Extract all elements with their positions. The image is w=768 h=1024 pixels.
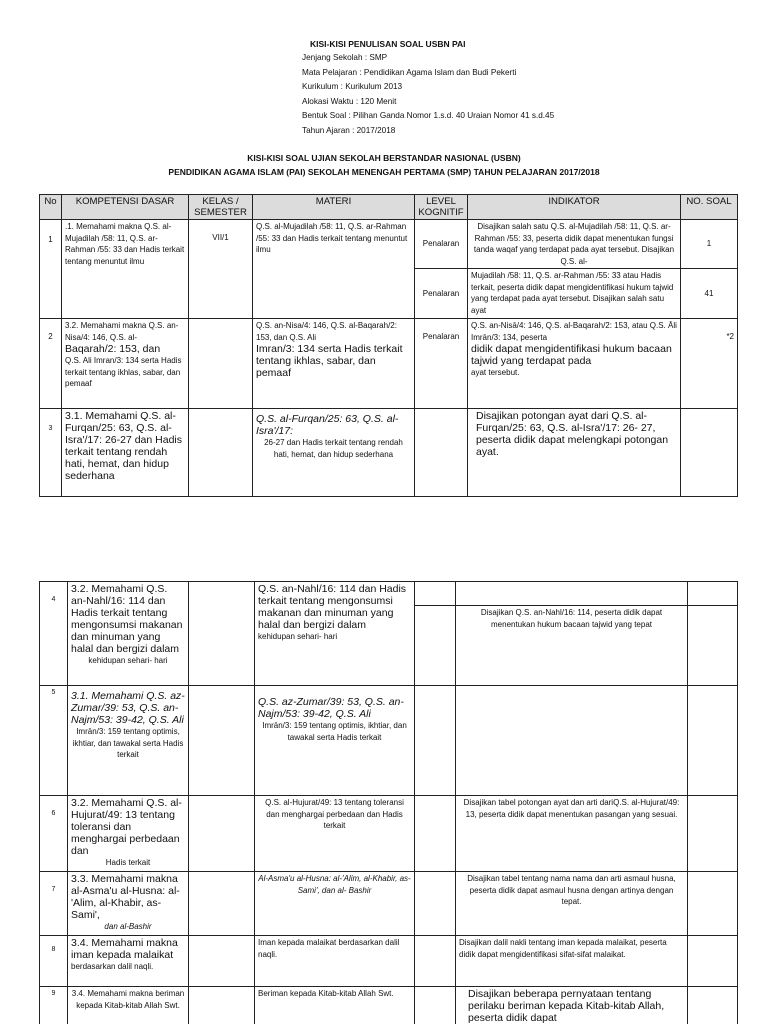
row-kompetensi — [68, 582, 189, 686]
row-no: 9 — [40, 987, 68, 1024]
row-no: 7 — [40, 872, 68, 936]
row-nosoal — [681, 409, 738, 497]
row-kelas — [189, 582, 255, 686]
kd-part-big: 3.1. Memahami Q.S. az-Zumar/39: 53, Q.S. an-Najm/53: 39-42, Q.S. Ali — [71, 690, 185, 726]
row-kelas — [189, 936, 255, 987]
row-level — [415, 872, 456, 936]
row-materi: Q.S. al-Hujurat/49: 13 tentang toleransi dan menghargai perbedaan dan Hadis terkait — [255, 796, 415, 872]
header-line-kurikulum: Kurikulum : Kurikulum 2013 — [302, 82, 403, 92]
row-no: 2 — [40, 319, 62, 409]
col-header-indikator: INDIKATOR — [468, 195, 681, 220]
row-nosoal — [688, 606, 738, 686]
materi-part-small: kehidupan sehari- hari — [258, 632, 338, 641]
table-row — [40, 319, 738, 409]
subtitle-line-1: KISI-KISI SOAL UJIAN SEKOLAH BERSTANDAR NASIONAL (USBN) — [247, 153, 521, 163]
kisi-table-lower — [39, 581, 738, 1024]
header-line-bentuk: Bentuk Soal : Pilihan Ganda Nomor 1.s.d. 40 Uraian Nomor 41 s.d.45 — [302, 111, 555, 121]
table-row — [40, 582, 738, 606]
row-no: 1 — [40, 220, 62, 319]
col-header-kelas: KELAS / SEMESTER — [189, 195, 253, 220]
row-level — [415, 936, 456, 987]
materi-part-small: Q.S. an-Nisa/4: 146, Q.S. al-Baqarah/2: 153, dan Q.S. Ali — [256, 321, 397, 342]
row-kompetensi: .1. Memahami makna Q.S. al-Mujadilah /58: 11, Q.S. ar-Rahman /55: 33 dan Hadis terkait tentang menuntut ilmu — [62, 220, 189, 319]
row-kompetensi — [68, 872, 189, 936]
row-no: 3 — [40, 409, 62, 497]
row-nosoal — [688, 872, 738, 936]
subtitle-line-2: PENDIDIKAN AGAMA ISLAM (PAI) SEKOLAH MENENGAH PERTAMA (SMP) TAHUN PELAJARAN 2017/2018 — [168, 167, 600, 177]
kd-part-small: berdasarkan dalil naqli. — [71, 962, 154, 971]
row-nosoal — [688, 582, 738, 606]
table-row — [40, 686, 738, 796]
table-row — [40, 872, 738, 936]
kd-part-small: kehidupan sehari- hari — [88, 656, 168, 665]
col-header-no: No — [40, 195, 62, 220]
col-header-materi: MATERI — [253, 195, 415, 220]
col-header-nosoal: NO. SOAL — [681, 195, 738, 220]
row-materi: Beriman kepada Kitab-kitab Allah Swt. — [255, 987, 415, 1024]
row-level: Penalaran — [415, 220, 468, 269]
materi-part-big: Imran/3: 134 serta Hadis terkait tentang ikhlas, sabar, dan pemaaf — [256, 343, 403, 379]
col-header-kompetensi: KOMPETENSI DASAR — [62, 195, 189, 220]
materi-part-big: Q.S. al-Furqan/25: 63, Q.S. al-Isra'/17: — [256, 413, 399, 437]
row-nosoal — [688, 987, 738, 1024]
row-indikator: Disajikan tabel tentang nama nama dan arti asmaul husna, peserta didik dapat asmaul husna dengan artinya dengan tepat. — [456, 872, 688, 936]
row-kelas — [189, 409, 253, 497]
row-materi: Iman kepada malaikat berdasarkan dalil naqli. — [255, 936, 415, 987]
row-materi — [253, 319, 415, 409]
row-indikator — [456, 582, 688, 606]
row-nosoal: *2 — [681, 319, 738, 409]
col-header-level: LEVEL KOGNITIF — [415, 195, 468, 220]
row-level — [415, 686, 456, 796]
row-materi — [255, 582, 415, 686]
ind-part-big: didik dapat mengidentifikasi hukum bacaan tajwid yang terdapat pada — [471, 343, 672, 367]
kd-part-big: 3.2. Memahami Q.S. an-Nahl/16: 114 dan Hadis terkait tentang mengonsumsi makanan dan minuman yang halal dan bergizi dalam — [71, 583, 183, 655]
kd-part-big: 3.2. Memahami Q.S. al-Hujurat/49: 13 tentang toleransi dan menghargai perbedaan dan — [71, 797, 182, 857]
row-indikator: Disajikan tabel potongan ayat dan arti dariQ.S. al-Hujurat/49: 13, peserta didik dapat menentukan pasangan yang sesuai. — [456, 796, 688, 872]
row-kompetensi — [62, 319, 189, 409]
row-indikator: Disajikan dalil nakli tentang iman kepada malaikat, peserta didik dapat mengidentifikasi sifat-sifat malaikat. — [456, 936, 688, 987]
row-level — [415, 987, 456, 1024]
materi-part-big: Q.S. az-Zumar/39: 53, Q.S. an-Najm/53: 39-42, Q.S. Ali — [258, 696, 404, 720]
header-line-alokasi: Alokasi Waktu : 120 Menit — [302, 96, 397, 106]
row-no: 6 — [40, 796, 68, 872]
ind-part-rest: ayat tersebut. — [471, 368, 520, 377]
header-line-tahun: Tahun Ajaran : 2017/2018 — [302, 125, 396, 135]
document-title: KISI-KISI PENULISAN SOAL USBN PAI — [310, 39, 466, 49]
header-line-mapel: Mata Pelajaran : Pendidikan Agama Islam dan Budi Pekerti — [302, 67, 517, 77]
row-nosoal: 41 — [681, 269, 738, 319]
row-kompetensi — [68, 686, 189, 796]
header-line-jenjang: Jenjang Sekolah : SMP — [302, 53, 388, 62]
kd-part-small: Hadis terkait — [105, 858, 151, 867]
row-level: Penalaran — [415, 319, 468, 409]
kd-part-big: Baqarah/2: 153, dan — [65, 343, 161, 355]
row-kelas: VII/1 — [189, 220, 253, 319]
row-indikator — [456, 686, 688, 796]
row-kelas — [189, 796, 255, 872]
row-kelas — [189, 987, 255, 1024]
row-indikator: Disajikan beberapa pernyataan tentang perilaku beriman kepada Kitab-kitab Allah, peserta didik dapat — [456, 987, 688, 1024]
row-materi — [255, 686, 415, 796]
row-indikator — [468, 319, 681, 409]
row-materi: Q.S. al-Mujadilah /58: 11, Q.S. ar-Rahman /55: 33 dan Hadis terkait tentang menuntut ilmu — [253, 220, 415, 319]
row-kompetensi: 3.4. Memahami makna beriman kepada Kitab-kitab Allah Swt. — [68, 987, 189, 1024]
kisi-table-upper — [39, 194, 738, 497]
row-kompetensi — [68, 936, 189, 987]
row-no: 8 — [40, 936, 68, 987]
row-no: 5 — [40, 686, 68, 796]
row-kompetensi — [68, 796, 189, 872]
row-nosoal — [688, 796, 738, 872]
table-row — [40, 987, 738, 1024]
materi-part-big: Q.S. an-Nahl/16: 114 dan Hadis terkait tentang mengonsumsi makanan dan minuman yang halal dan bergizi dalam — [258, 583, 407, 631]
row-kelas — [189, 319, 253, 409]
row-level — [415, 409, 468, 497]
row-no: 4 — [40, 582, 68, 686]
kd-part-small: Imrān/3: 159 tentang optimis, ikhtiar, dan tawakal serta Hadis terkait — [72, 727, 184, 759]
table-row — [40, 409, 738, 497]
row-materi: Al-Asma'u al-Husna: al-'Alim, al-Khabir, as-Sami', dan al- Bashir — [255, 872, 415, 936]
table-row — [40, 796, 738, 872]
row-indikator: Disajikan salah satu Q.S. al-Mujadilah /58: 11, Q.S. ar-Rahman /55: 33, peserta didik dapat menentukan fungsi tanda waqaf yang terdapat pada ayat tersebut. Disajikan Q.S. al- — [468, 220, 681, 269]
row-kelas — [189, 686, 255, 796]
row-level — [415, 582, 456, 606]
row-level — [415, 796, 456, 872]
row-nosoal: 1 — [681, 220, 738, 269]
row-nosoal — [688, 686, 738, 796]
kd-part-big: 3.3. Memahami makna al-Asma'u al-Husna: al-'Alim, al-Khabir, as-Sami', — [71, 873, 180, 921]
row-level — [415, 606, 456, 686]
row-nosoal — [688, 936, 738, 987]
kd-part-big: 3.4. Memahami makna iman kepada malaikat — [71, 937, 178, 961]
table-header-row — [40, 195, 738, 220]
row-kompetensi: 3.1. Memahami Q.S. al-Furqan/25: 63, Q.S. al-Isra'/17: 26-27 dan Hadis terkait tentang rendah hati, hemat, dan hidup sederhana — [62, 409, 189, 497]
materi-part-small: Imrān/3: 159 tentang optimis, ikhtiar, dan tawakal serta Hadis terkait — [262, 721, 407, 742]
table-row — [40, 936, 738, 987]
kd-part-rest: Q.S. Ali Imran/3: 134 serta Hadis terkait tentang ikhlas, sabar, dan pemaaf — [65, 356, 182, 388]
materi-part-small: 26-27 dan Hadis terkait tentang rendah hati, hemat, dan hidup sederhana — [264, 438, 403, 459]
row-indikator: Disajikan Q.S. an-Nahl/16: 114, peserta didik dapat menentukan hukum bacaan tajwid yang tepat — [456, 606, 688, 686]
row-kelas — [189, 872, 255, 936]
kd-part-small: dan al-Bashir — [104, 922, 152, 931]
row-materi — [253, 409, 415, 497]
document-header — [302, 38, 732, 139]
row-indikator: Disajikan potongan ayat dari Q.S. al-Furqan/25: 63, Q.S. al-Isra'/17: 26- 27, peserta didik dapat melengkapi potongan ayat. — [468, 409, 681, 497]
kd-part-small: 3.2. Memahami makna Q.S. an-Nisa/4: 146, Q.S. al- — [65, 321, 179, 342]
row-level: Penalaran — [415, 269, 468, 319]
table-row — [40, 220, 738, 269]
row-indikator: Mujadilah /58: 11, Q.S. ar-Rahman /55: 33 atau Hadis terkait, peserta didik dapat mengidentifikasi hukum tajwid yang terdapat pada ayat tersebut. Disajikan salah satu ayat — [468, 269, 681, 319]
ind-part-small: Q.S. an-Nisā/4: 146, Q.S. al-Baqarah/2: 153, atau Q.S. Āli Imrān/3: 134, peserta — [471, 321, 677, 342]
